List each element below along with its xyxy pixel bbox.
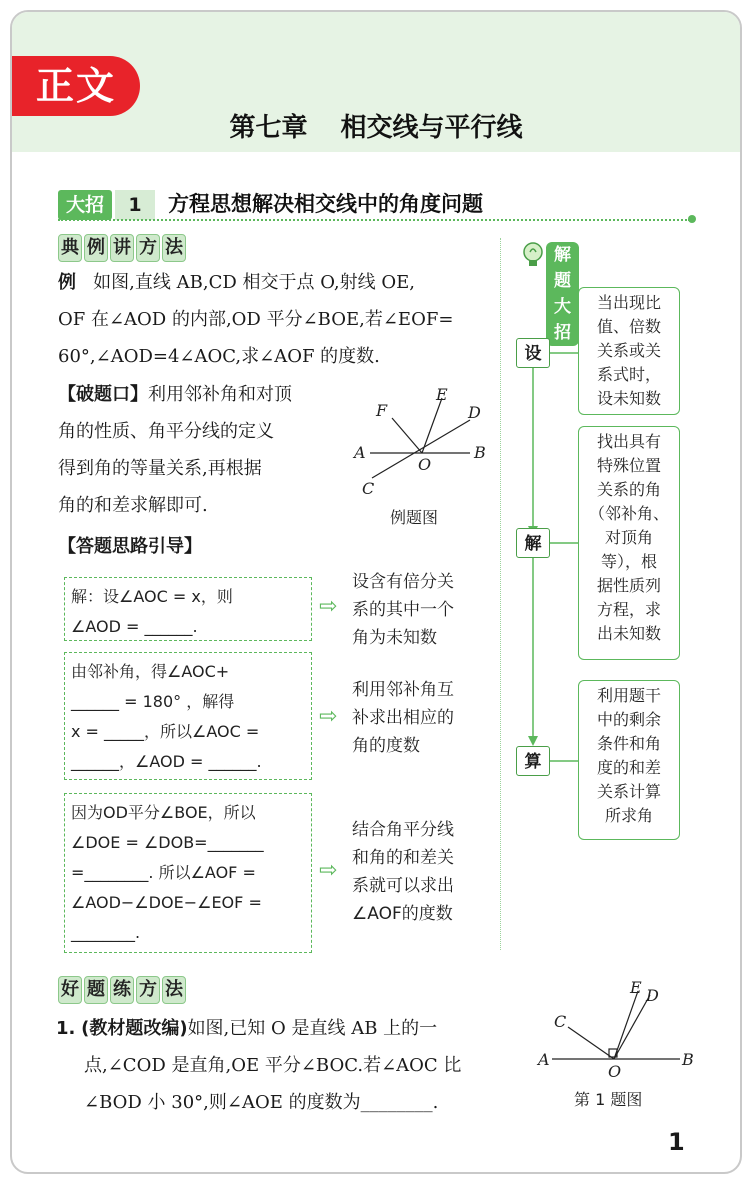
example-label: 例	[58, 272, 76, 293]
section-number: 1	[115, 190, 155, 220]
example-figure	[350, 378, 500, 528]
step-set: 设	[516, 338, 550, 368]
chapter-heading	[12, 107, 740, 144]
example-line: 如图,直线 AB,CD 相交于点 O,射线 OE,	[93, 272, 415, 293]
point-label: B	[474, 443, 486, 462]
point-label: D	[468, 403, 481, 422]
section-title: 方程思想解决相交线中的角度问题	[168, 192, 483, 216]
step-note-set: 当出现比 值、倍数 关系或关 系式时， 设未知数	[578, 287, 680, 415]
breakthrough-label: 【破题口】	[58, 384, 148, 405]
page-number: 1	[668, 1128, 685, 1156]
examples-label: 典 例 讲 方 法	[58, 234, 188, 262]
step-hint-2: 利用邻补角互 补求出相应的 角的度数	[352, 680, 454, 756]
section-divider	[58, 219, 690, 221]
question-figure	[532, 975, 702, 1115]
section-divider-dot	[688, 215, 696, 223]
question-1: 1. (教材题改编)如图,已知 O 是直线 AB 上的一 点,∠COD 是直角,OE 平分∠BOC.若∠AOC 比 ∠BOD 小 30°,则∠AOE 的度数为________.	[56, 1018, 462, 1113]
step-hint-1: 设含有倍分关 系的其中一个 角为未知数	[352, 572, 454, 648]
chapter-title: 相交线与平行线	[340, 113, 523, 143]
svg-text:A: A	[538, 1050, 550, 1069]
svg-text:B: B	[682, 1050, 694, 1069]
arrow-icon: ⇨	[319, 594, 338, 619]
ray-oc	[568, 1027, 614, 1059]
section-badge: 大招	[58, 190, 112, 220]
guide-label: 【答题思路引导】	[58, 536, 202, 557]
figure-caption: 例题图	[390, 508, 439, 527]
breakthrough-text: 【破题口】利用邻补角和对顶 角的性质、角平分线的定义 得到角的等量关系,再根据 角的和差求解即可.	[58, 384, 292, 516]
step-note-calc: 利用题干 中的剩余 条件和角 度的和差 关系计算 所求角	[578, 680, 680, 840]
step-solve: 解	[516, 528, 550, 558]
svg-text:O: O	[608, 1062, 622, 1081]
ray-od	[614, 995, 650, 1059]
example-text	[58, 264, 488, 375]
sidebar-separator	[500, 238, 501, 950]
step-note-solve: 找出具有 特殊位置 关系的角 （邻补角、 对顶角 等），根 据性质列 方程，求 出未知数	[578, 426, 680, 660]
solution-step-1: 解：设∠AOC = x，则 ∠AOD = ______.	[64, 577, 312, 641]
lightbulb-icon	[518, 240, 548, 270]
arrow-icon: ⇨	[319, 704, 338, 729]
solution-step-2: 由邻补角，得∠AOC+ ______ = 180° ，解得 x = _____，所以∠AOC = ______，∠AOD = ______.	[64, 652, 312, 780]
step-calc: 算	[516, 746, 550, 776]
point-label: F	[376, 401, 388, 420]
ray-of	[392, 418, 422, 453]
arrow-icon: ⇨	[319, 858, 338, 883]
solution-step-3: 因为OD平分∠BOE，所以 ∠DOE = ∠DOB=_______ =________. 所以∠AOF = ∠AOD−∠DOE−∠EOF = ________.	[64, 793, 312, 953]
flow-connector	[516, 340, 586, 780]
step-hint-3: 结合角平分线 和角的和差关 系就可以求出 ∠AOF的度数	[352, 820, 454, 924]
svg-text:C: C	[554, 1012, 567, 1031]
point-label: O	[418, 455, 432, 474]
question-number: 1.	[56, 1018, 76, 1039]
svg-text:E: E	[630, 978, 642, 997]
svg-text:D: D	[646, 986, 659, 1005]
point-label: A	[354, 443, 366, 462]
practice-label: 好 题 练 方 法	[58, 976, 188, 1004]
example-line: OF 在∠AOD 的内部,OD 平分∠BOE,若∠EOF=	[58, 309, 454, 330]
question-source: (教材题改编)	[81, 1018, 188, 1039]
section-tag: 正文	[12, 56, 140, 116]
point-label: C	[362, 479, 375, 498]
figure-caption: 第 1 题图	[574, 1090, 643, 1109]
point-label: E	[436, 385, 448, 404]
chapter-number: 第七章	[229, 113, 308, 143]
example-line: 60°,∠AOD=4∠AOC,求∠AOF 的度数.	[58, 346, 380, 367]
ray-oe	[422, 398, 442, 453]
